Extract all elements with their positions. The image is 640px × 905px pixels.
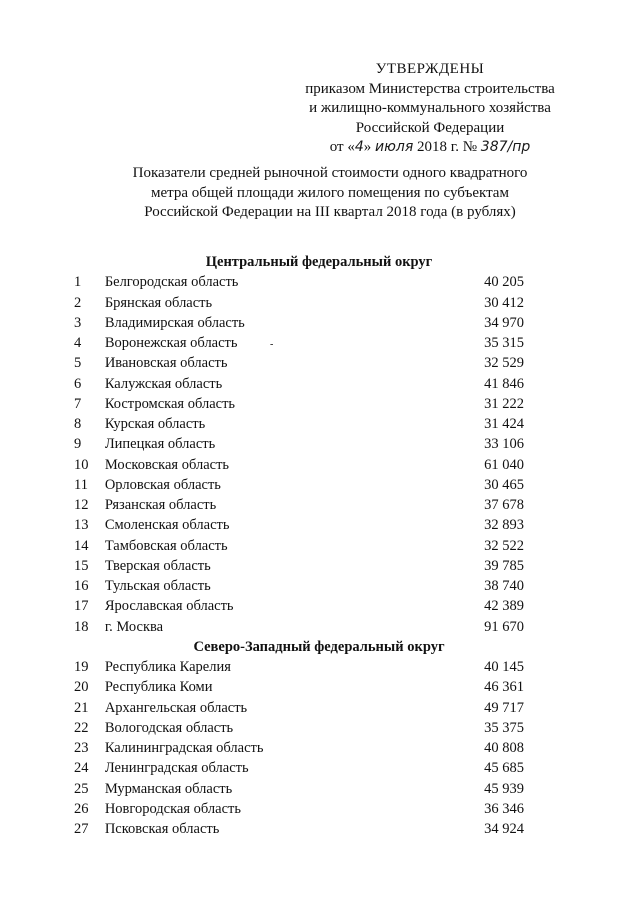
region-name: Белгородская область [104, 274, 239, 291]
price-value: 32 893 [484, 517, 524, 534]
table-row [68, 293, 540, 313]
row-number: 16 [74, 578, 89, 595]
row-number: 25 [74, 780, 89, 797]
district-header [68, 637, 540, 657]
approval-date-line [280, 138, 580, 158]
row-number: 7 [74, 395, 82, 412]
row-number: 21 [74, 699, 89, 716]
region-name: Московская область [104, 456, 230, 473]
price-value: 32 522 [484, 537, 524, 554]
row-number: 11 [74, 476, 88, 493]
table-row [68, 657, 540, 677]
date-prefix: от « [329, 139, 355, 155]
table-row [68, 799, 540, 819]
region-name: Псковская область [104, 821, 220, 838]
table-row [68, 475, 540, 495]
table-row [68, 374, 540, 394]
table-row [68, 515, 540, 535]
row-number: 8 [74, 416, 82, 433]
document-title [80, 164, 580, 223]
table-row [68, 414, 540, 434]
price-value: 61 040 [484, 456, 524, 473]
price-value: 40 145 [484, 659, 524, 676]
table-row [68, 617, 540, 637]
region-name: Архангельская область [104, 699, 248, 716]
table-row [68, 333, 540, 353]
table-row [68, 272, 540, 292]
table-row [68, 779, 540, 799]
price-value: 37 678 [484, 497, 524, 514]
stray-mark: - [270, 339, 274, 350]
row-number: 3 [74, 314, 82, 331]
price-value: 41 846 [484, 375, 524, 392]
table-row [68, 495, 540, 515]
region-name: Вологодская область [104, 719, 234, 736]
table-row [68, 758, 540, 778]
row-number: 12 [74, 497, 89, 514]
approval-line-ministry: приказом Министерства строительства [305, 80, 555, 97]
region-name: Ивановская область [104, 355, 228, 372]
price-value: 31 424 [484, 416, 524, 433]
table-row [68, 718, 540, 738]
region-name: Липецкая область [104, 436, 216, 453]
approval-line-housing: и жилищно-коммунального хозяйства [309, 100, 551, 116]
table-row [68, 819, 540, 839]
approval-heading: УТВЕРЖДЕНЫ [375, 61, 485, 77]
district-name: Центральный федеральный округ [205, 254, 433, 271]
district-name: Северо-Западный федеральный округ [193, 638, 445, 655]
table-row [68, 434, 540, 454]
price-value: 32 529 [484, 355, 524, 372]
date-day: 4 [354, 139, 364, 155]
table-row [68, 313, 540, 333]
region-name: Курская область [104, 416, 206, 433]
row-number: 24 [74, 760, 89, 777]
price-table [68, 252, 540, 839]
row-number: 13 [74, 517, 89, 534]
row-number: 6 [74, 375, 82, 392]
date-year: 2018 г. № [417, 139, 478, 155]
region-name: Калужская область [104, 375, 223, 392]
table-row [68, 394, 540, 414]
region-name: Смоленская область [104, 517, 230, 534]
title-line-1: Показатели средней рыночной стоимости одного квадратного [132, 165, 528, 181]
region-name: г. Москва [104, 618, 164, 635]
price-value: 46 361 [484, 679, 524, 696]
date-month: июля [375, 139, 414, 155]
price-value: 49 717 [484, 699, 524, 716]
price-value: 35 375 [484, 719, 524, 736]
price-value: 36 346 [484, 800, 524, 817]
price-value: 33 106 [484, 436, 524, 453]
price-value: 35 315 [484, 335, 524, 352]
title-line-3: Российской Федерации на III квартал 2018 года (в рублях) [144, 204, 516, 220]
region-name: Мурманская область [104, 780, 233, 797]
table-row [68, 738, 540, 758]
row-number: 1 [74, 274, 82, 291]
price-value: 40 205 [484, 274, 524, 291]
price-value: 34 924 [484, 821, 524, 838]
table-row [68, 455, 540, 475]
row-number: 23 [74, 740, 89, 757]
price-value: 34 970 [484, 314, 524, 331]
row-number: 5 [74, 355, 82, 372]
region-name: Новгородская область [104, 800, 241, 817]
price-value: 31 222 [484, 395, 524, 412]
region-name: Брянская область [104, 294, 213, 311]
price-table-body [68, 252, 540, 839]
region-name: Ярославская область [104, 598, 234, 615]
row-number: 18 [74, 618, 89, 635]
region-name: Республика Коми [104, 679, 213, 696]
region-name: Рязанская область [104, 497, 217, 514]
region-name: Костромская область [104, 395, 236, 412]
price-value: 40 808 [484, 740, 524, 757]
table-row [68, 698, 540, 718]
table-row [68, 576, 540, 596]
row-number: 15 [74, 557, 89, 574]
table-row [68, 353, 540, 373]
title-line-2: метра общей площади жилого помещения по субъектам [151, 184, 509, 201]
district-header [68, 252, 540, 272]
approval-stamp [280, 60, 580, 158]
price-value: 91 670 [484, 618, 524, 635]
row-number: 10 [74, 456, 89, 473]
date-mid: » [363, 139, 372, 155]
row-number: 17 [74, 598, 89, 615]
row-number: 2 [74, 294, 82, 311]
order-number: 387/пр [480, 139, 531, 155]
table-row [68, 556, 540, 576]
price-value: 42 389 [484, 598, 524, 615]
table-row [68, 677, 540, 697]
price-value: 30 412 [484, 294, 524, 311]
region-name: Ленинградская область [104, 760, 249, 777]
table-row [68, 596, 540, 616]
region-name: Тверская область [104, 557, 211, 574]
price-value: 30 465 [484, 476, 524, 493]
row-number: 4 [74, 335, 82, 352]
region-name: Калининградская область [104, 740, 264, 757]
row-number: 27 [74, 821, 89, 838]
row-number: 9 [74, 436, 82, 453]
region-name: Орловская область [104, 476, 221, 493]
table-row [68, 536, 540, 556]
region-name: Владимирская область [104, 314, 245, 331]
region-name: Республика Карелия [104, 659, 231, 676]
row-number: 14 [74, 537, 89, 554]
row-number: 19 [74, 659, 89, 676]
approval-line-federation: Российской Федерации [355, 119, 505, 136]
region-name: Тульская область [104, 578, 211, 595]
region-name: Тамбовская область [104, 537, 228, 554]
price-value: 45 685 [484, 760, 524, 777]
row-number: 26 [74, 800, 89, 817]
region-name: Воронежская область [104, 335, 238, 352]
price-value: 38 740 [484, 578, 524, 595]
price-value: 45 939 [484, 780, 524, 797]
price-value: 39 785 [484, 557, 524, 574]
row-number: 22 [74, 719, 89, 736]
row-number: 20 [74, 679, 89, 696]
